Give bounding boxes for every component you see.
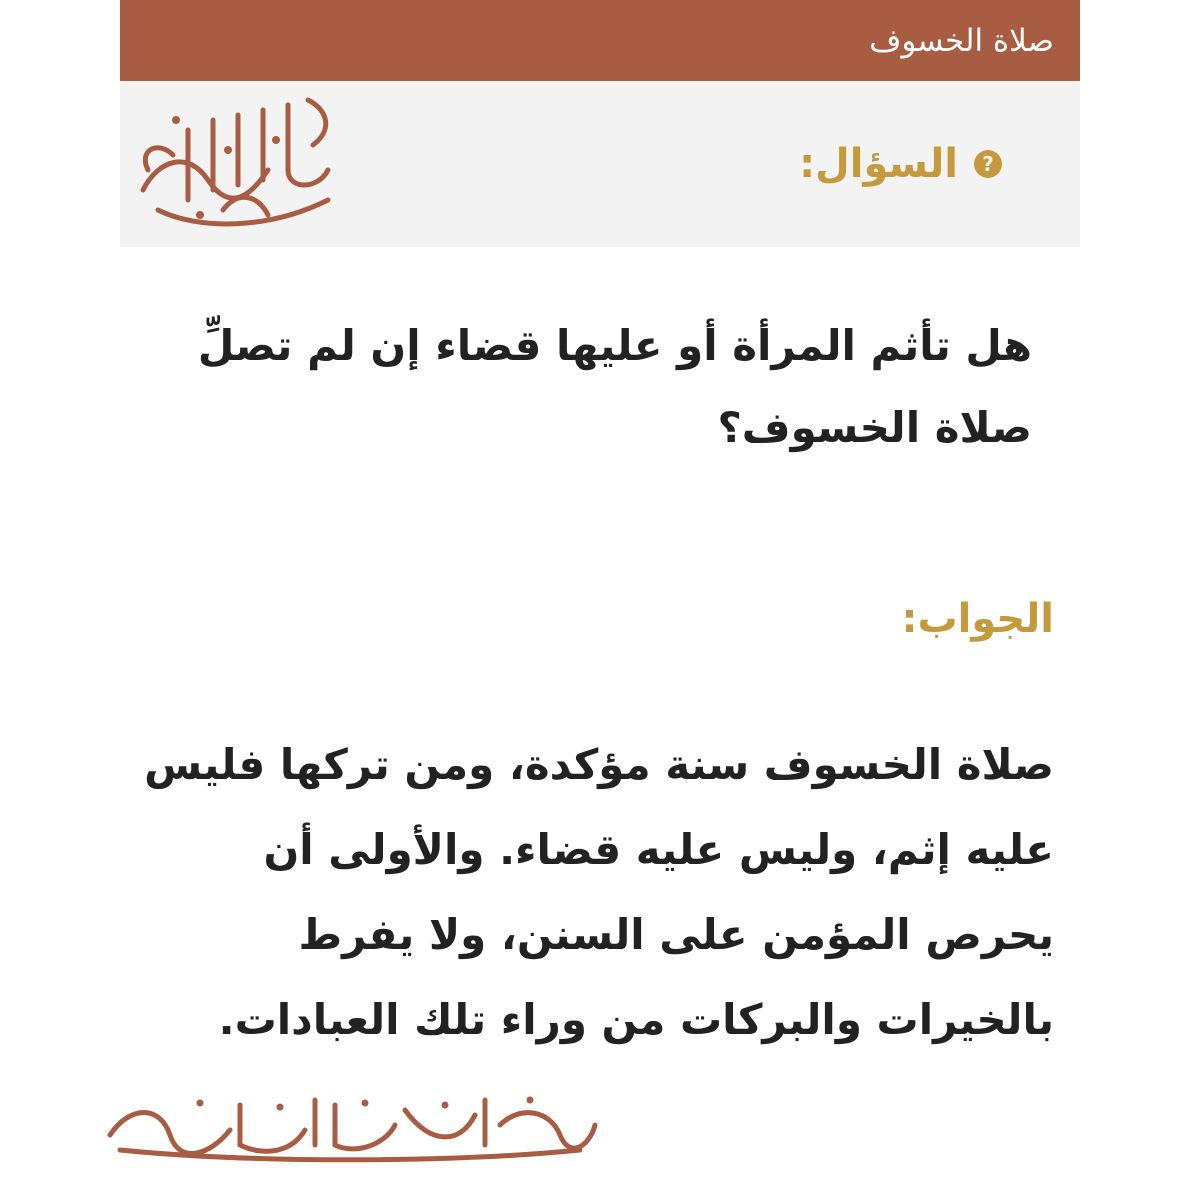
question-label-group bbox=[799, 141, 1002, 187]
question-label: السؤال: bbox=[799, 141, 958, 187]
help-circle-icon: ? bbox=[974, 150, 1002, 178]
answer-text: صلاة الخسوف سنة مؤكدة، ومن تركها فليس عليه إثم، وليس عليه قضاء. والأولى أن يحرص المؤمن على السنن، ولا يفرط بالخيرات والبركات من وراء تلك العبادات. bbox=[144, 740, 1054, 1044]
calligraphy-signature bbox=[100, 1085, 600, 1165]
calligraphy-logo-top bbox=[128, 90, 348, 235]
question-text: هل تأثم المرأة أو عليها قضاء إن لم تصلِّ صلاة الخسوف؟ bbox=[197, 321, 1032, 452]
answer-label: الجواب: bbox=[901, 596, 1054, 642]
header-bar bbox=[120, 0, 1080, 81]
page-title: صلاة الخسوف bbox=[869, 22, 1054, 59]
